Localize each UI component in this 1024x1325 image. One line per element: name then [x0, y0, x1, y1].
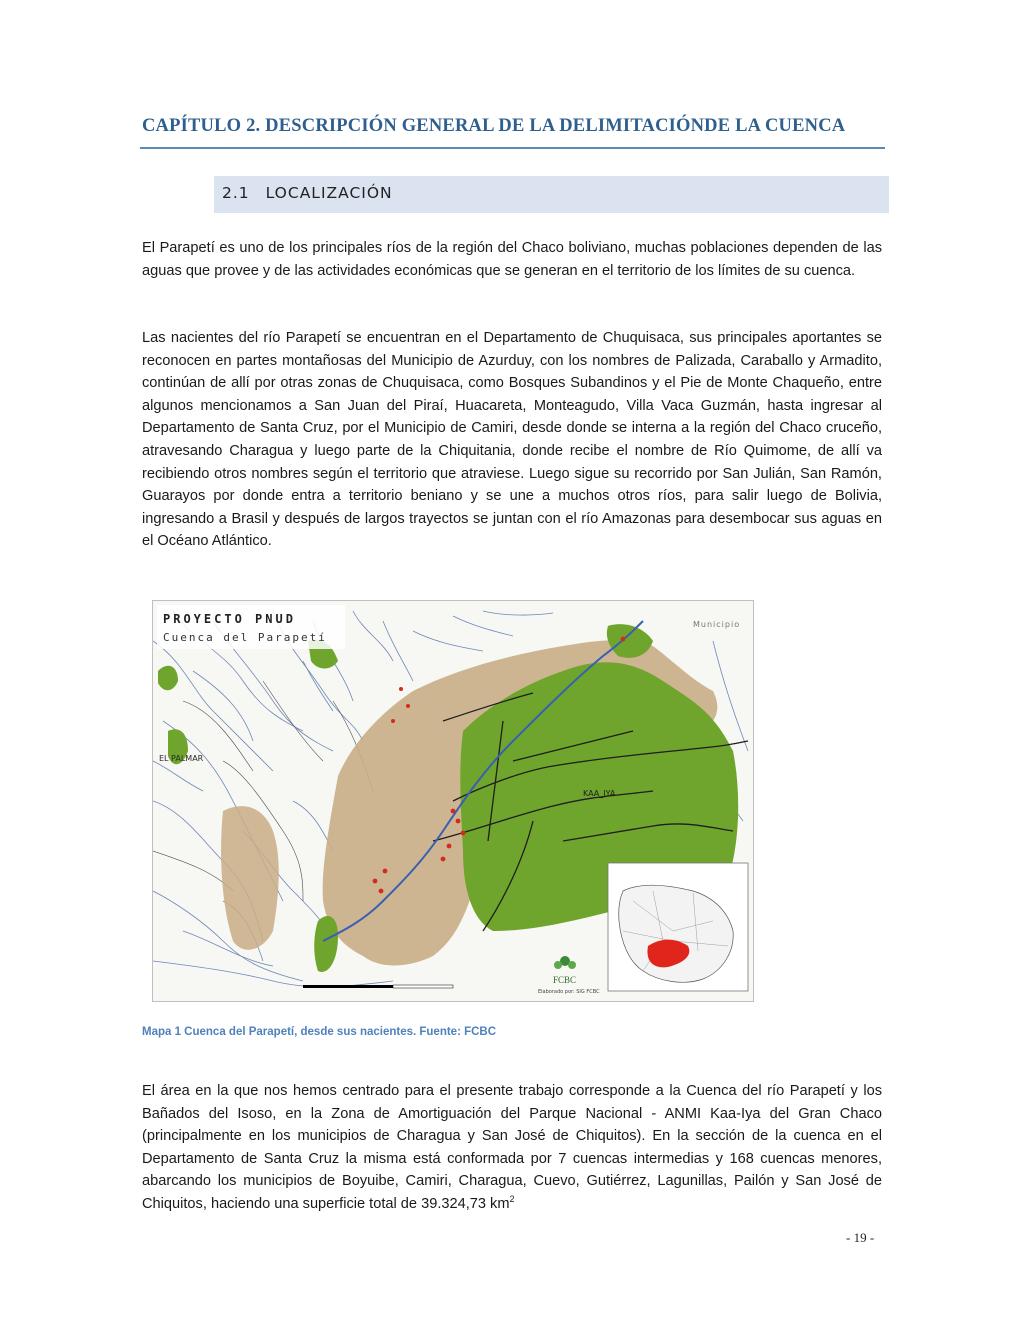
scale-bar: [303, 985, 453, 988]
page-number: - 19 -: [846, 1230, 875, 1245]
map-credit: Elaborado por: SIG FCBC: [538, 989, 600, 995]
map-title-line2: Cuenca del Parapetí: [163, 631, 327, 644]
paragraph-intro: El Parapetí es uno de los principales ríos de la región del Chaco boliviano, muchas poblaciones dependen de las aguas que provee y de las actividades económicas que se generan en el territorio de los límites de su cuenca.: [142, 240, 882, 279]
section-number: 2.1: [222, 184, 250, 202]
paragraph-area: [142, 1080, 882, 1216]
map-title-line1: PROYECTO PNUD: [163, 612, 296, 626]
chapter-title: CAPÍTULO 2. DESCRIPCIÓN GENERAL DE LA DELIMITACIÓNDE LA CUENCA: [142, 116, 846, 136]
section-title: LOCALIZACIÓN: [265, 184, 393, 202]
upper-basin-area: [221, 806, 279, 950]
section-heading: [222, 184, 393, 202]
paragraph-area-text: El área en la que nos hemos centrado para el presente trabajo corresponde a la Cuenca del río Parapetí y los Bañados del Isoso, en la Zona de Amortiguación del Parque Nacional - ANMI Kaa-Iya del Gran Chaco (principalmente en los municipios de Charagua y San José de Chiquitos). En la sección de la cuenca en el Departamento de Santa Cruz la misma está conformada por 7 cuencas intermedias y 168 cuencas menores, abarcando los municipios de Boyuibe, Camiri, Charagua, Cuevo, Gutiérrez, Lagunillas, Pailón y San José de Chiquitos, haciendo una superficie total de 39.324,73 km: [142, 1083, 882, 1212]
map-caption: Mapa 1 Cuenca del Parapetí, desde sus nacientes. Fuente: FCBC: [142, 1026, 497, 1038]
map-label-kaa-iya: KAA_IYA: [583, 789, 616, 798]
map-label-el-palmar: EL PALMAR: [159, 754, 204, 763]
basin-map-figure: [152, 600, 754, 1002]
fcbc-logo-text: FCBC: [553, 975, 577, 985]
basin-map: [153, 601, 753, 1001]
map-label-municipio: Municipio: [693, 620, 741, 629]
paragraph-nacientes: Las nacientes del río Parapetí se encuentran en el Departamento de Chuquisaca, sus principales aportantes se reconocen en partes montañosas del Municipio de Azurduy, con los nombres de Palizada, Caraballo y Armadito, continúan de allí por otras zonas de Chuquisaca, como Bosques Subandinos y el Pie de Monte Chaqueño, entre algunos mencionamos a San Juan del Piraí, Huacareta, Monteagudo, Villa Vaca Guzmán, hasta ingresar al Departamento de Santa Cruz, por el Municipio de Camiri, desde donde se interna a la región del Chaco cruceño, atravesando Charagua y luego parte de la Chiquitania, donde recibe el nombre de Río Quimome, de allí va recibiendo otros nombres según el territorio que atraviese. Luego sigue su recorrido por San Julián, San Ramón, Guarayos por donde entra a territorio beniano y se une a muchos otros ríos, para salir luego de Bolivia, ingresando a Brasil y después de largos trayectos se juntan con el río Amazonas para desembocar sus aguas en el Océano Atlántico.: [142, 330, 882, 550]
superscript-2: 2: [509, 1194, 515, 1205]
chapter-title-underline: [140, 147, 885, 149]
